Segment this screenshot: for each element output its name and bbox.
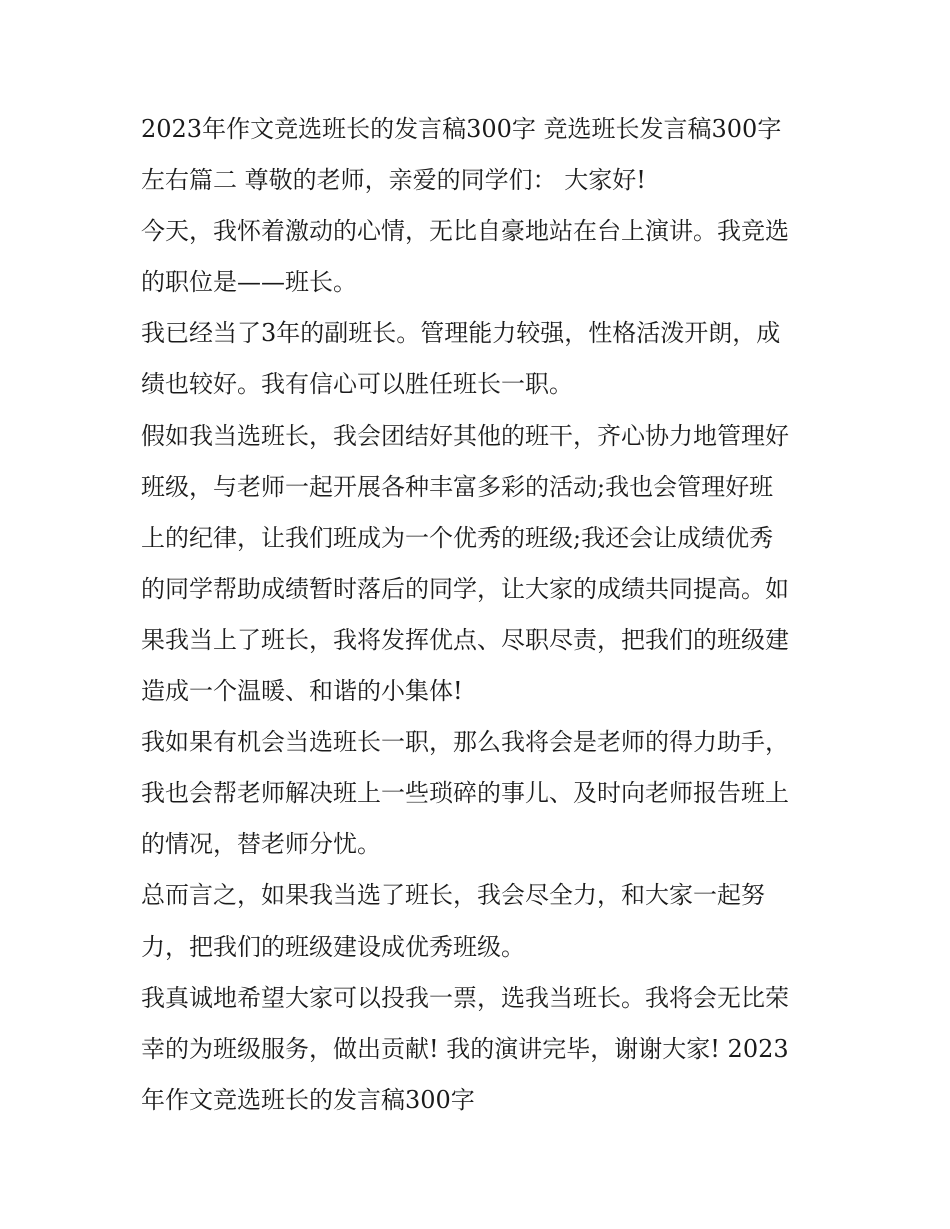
text-line: 绩也较好。我有信心可以胜任班长一职。 (141, 370, 573, 399)
text-line: 果我当上了班长，我将发挥优点、尽职尽责，把我们的班级建 (141, 625, 789, 654)
text-line: 我如果有机会当选班长一职，那么我将会是老师的得力助手， (141, 728, 789, 757)
speech-text (141, 104, 821, 1126)
text-line: 幸的为班级服务，做出贡献! 我的演讲完毕，谢谢大家! 2023 (141, 1034, 789, 1063)
text-line: 造成一个温暖、和谐的小集体! (141, 677, 463, 706)
text-line: 年作文竞选班长的发言稿300字 (141, 1085, 475, 1114)
text-line: 假如我当选班长，我会团结好其他的班干，齐心协力地管理好 (141, 421, 789, 450)
text-line: 的职位是——班长。 (141, 268, 357, 297)
text-line: 我真诚地希望大家可以投我一票，选我当班长。我将会无比荣 (141, 983, 789, 1012)
text-line: 总而言之，如果我当选了班长，我会尽全力，和大家一起努 (141, 881, 765, 910)
text-line: 的情况，替老师分忧。 (141, 830, 381, 859)
text-line: 班级，与老师一起开展各种丰富多彩的活动;我也会管理好班 (141, 472, 774, 501)
text-line: 上的纪律，让我们班成为一个优秀的班级;我还会让成绩优秀 (141, 523, 774, 552)
text-line: 力，把我们的班级建设成优秀班级。 (141, 932, 525, 961)
text-line: 的同学帮助成绩暂时落后的同学，让大家的成绩共同提高。如 (141, 574, 789, 603)
text-line: 我也会帮老师解决班上一些琐碎的事儿、及时向老师报告班上 (141, 779, 789, 808)
text-line: 2023年作文竞选班长的发言稿300字 竞选班长发言稿300字 (141, 115, 782, 143)
text-line: 左右篇二 尊敬的老师，亲爱的同学们： 大家好! (141, 166, 646, 195)
text-line: 今天，我怀着激动的心情，无比自豪地站在台上演讲。我竞选 (141, 217, 789, 246)
text-line: 我已经当了3年的副班长。管理能力较强，性格活泼开朗，成 (141, 319, 781, 348)
